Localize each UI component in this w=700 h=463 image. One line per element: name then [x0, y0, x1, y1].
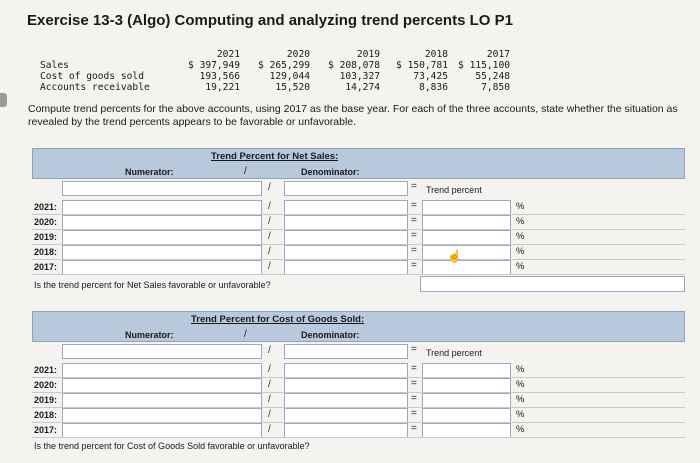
denominator-label: Denominator: — [301, 330, 360, 340]
trend-percent-input[interactable] — [422, 408, 511, 423]
given-value: $ 208,078 — [328, 60, 380, 71]
numerator-input[interactable] — [62, 363, 262, 378]
given-value: $ 150,781 — [396, 60, 448, 71]
denominator-input[interactable] — [284, 363, 408, 378]
trend-percent-label: Trend percent — [426, 348, 482, 358]
numerator-input[interactable] — [62, 245, 262, 260]
numerator-input[interactable] — [62, 200, 262, 215]
given-value: $ 397,949 — [188, 60, 240, 71]
given-value: 55,248 — [475, 71, 510, 82]
equals-symbol: = — [411, 230, 417, 241]
given-value: 8,836 — [419, 82, 448, 93]
percent-sign: % — [516, 424, 525, 435]
year-header: 2017 — [486, 49, 510, 60]
page-title: Exercise 13-3 (Algo) Computing and analyzing trend percents LO P1 — [27, 12, 513, 29]
denominator-input[interactable] — [284, 260, 408, 275]
slash-symbol: / — [268, 246, 271, 257]
percent-sign: % — [516, 409, 525, 420]
header-input-row — [32, 181, 685, 197]
percent-sign: % — [516, 379, 525, 390]
equals-symbol: = — [411, 408, 417, 419]
numerator-input[interactable] — [62, 423, 262, 438]
header-input-row — [32, 344, 685, 360]
row-year-label: 2021: — [34, 202, 58, 212]
numerator-input[interactable] — [62, 408, 262, 423]
denominator-label: Denominator: — [301, 167, 360, 177]
row-year-label: 2017: — [34, 425, 58, 435]
trend-percent-input[interactable] — [422, 393, 511, 408]
year-column-2017 — [458, 49, 510, 93]
numerator-input[interactable] — [62, 393, 262, 408]
percent-sign: % — [516, 394, 525, 405]
slash-symbol: / — [268, 261, 271, 272]
instructions-text: Compute trend percents for the above accounts, using 2017 as the base year. For each of the three accounts, state whether the situation as revealed by the trend percents appears to be favorable or unfavorable. — [28, 103, 678, 128]
equals-symbol: = — [411, 344, 417, 355]
row-year-label: 2018: — [34, 410, 58, 420]
trend-percent-input[interactable] — [422, 215, 511, 230]
side-marker — [0, 93, 7, 107]
numerator-input[interactable] — [62, 215, 262, 230]
equals-symbol: = — [411, 363, 417, 374]
slash-symbol: / — [268, 345, 271, 356]
equals-symbol: = — [411, 215, 417, 226]
row-year-label: 2019: — [34, 395, 58, 405]
given-value: 14,274 — [345, 82, 380, 93]
given-value: 73,425 — [413, 71, 448, 82]
trend-percent-input[interactable] — [422, 378, 511, 393]
section-title: Trend Percent for Cost of Goods Sold: — [191, 314, 365, 325]
slash-symbol: / — [268, 201, 271, 212]
numerator-header-input[interactable] — [62, 181, 262, 196]
given-value: 193,566 — [199, 71, 240, 82]
trend-percent-input[interactable] — [422, 245, 511, 260]
row-year-label: 2019: — [34, 232, 58, 242]
favorability-question: Is the trend percent for Cost of Goods Sold favorable or unfavorable? — [34, 441, 310, 451]
slash-symbol: / — [268, 379, 271, 390]
numerator-label: Numerator: — [125, 330, 174, 340]
row-year-label: 2021: — [34, 365, 58, 375]
denominator-input[interactable] — [284, 378, 408, 393]
denominator-header-input[interactable] — [284, 181, 408, 196]
given-row-labels — [40, 60, 150, 93]
section-title: Trend Percent for Net Sales: — [211, 151, 339, 162]
year-header: 2019 — [356, 49, 380, 60]
denominator-input[interactable] — [284, 245, 408, 260]
denominator-header-input[interactable] — [284, 344, 408, 359]
given-value: $ 115,100 — [458, 60, 510, 71]
denominator-input[interactable] — [284, 408, 408, 423]
hand-pointer-icon: ☝ — [447, 249, 462, 263]
row-divider — [32, 437, 685, 438]
year-header: 2020 — [286, 49, 310, 60]
table-header — [32, 148, 685, 179]
slash-symbol: / — [268, 364, 271, 375]
numerator-input[interactable] — [62, 378, 262, 393]
given-value: 103,327 — [339, 71, 380, 82]
equals-symbol: = — [411, 260, 417, 271]
table-header — [32, 311, 685, 342]
row-year-label: 2018: — [34, 247, 58, 257]
given-label-sales: Sales — [40, 60, 69, 71]
year-column-2018 — [396, 49, 448, 93]
numerator-header-input[interactable] — [62, 344, 262, 359]
row-divider — [32, 274, 685, 275]
trend-percent-input[interactable] — [422, 423, 511, 438]
equals-symbol: = — [411, 181, 417, 192]
trend-percent-label: Trend percent — [426, 185, 482, 195]
slash-symbol: / — [268, 216, 271, 227]
given-value: $ 265,299 — [258, 60, 310, 71]
given-value: 129,044 — [269, 71, 310, 82]
year-header: 2021 — [216, 49, 240, 60]
row-year-label: 2020: — [34, 217, 58, 227]
slash-symbol: / — [268, 424, 271, 435]
percent-sign: % — [516, 261, 525, 272]
equals-symbol: = — [411, 393, 417, 404]
numerator-input[interactable] — [62, 230, 262, 245]
favorability-select[interactable] — [420, 276, 685, 292]
percent-sign: % — [516, 364, 525, 375]
denominator-input[interactable] — [284, 230, 408, 245]
header-slash: / — [244, 166, 247, 177]
year-column-2021 — [188, 49, 240, 93]
given-value: 19,221 — [205, 82, 240, 93]
equals-symbol: = — [411, 423, 417, 434]
numerator-input[interactable] — [62, 260, 262, 275]
denominator-input[interactable] — [284, 423, 408, 438]
header-slash: / — [244, 329, 247, 340]
year-header: 2018 — [424, 49, 448, 60]
year-column-2019 — [328, 49, 380, 93]
percent-sign: % — [516, 231, 525, 242]
trend-percent-input[interactable] — [422, 260, 511, 275]
row-year-label: 2020: — [34, 380, 58, 390]
given-value: 15,520 — [275, 82, 310, 93]
given-label-cogs: Cost of goods sold — [40, 71, 144, 82]
denominator-input[interactable] — [284, 393, 408, 408]
equals-symbol: = — [411, 200, 417, 211]
given-value: 7,850 — [481, 82, 510, 93]
trend-percent-input[interactable] — [422, 200, 511, 215]
trend-percent-input[interactable] — [422, 363, 511, 378]
percent-sign: % — [516, 201, 525, 212]
numerator-label: Numerator: — [125, 167, 174, 177]
slash-symbol: / — [268, 231, 271, 242]
trend-percent-input[interactable] — [422, 230, 511, 245]
favorability-question: Is the trend percent for Net Sales favorable or unfavorable? — [34, 280, 271, 290]
percent-sign: % — [516, 246, 525, 257]
year-column-2020 — [258, 49, 310, 93]
row-year-label: 2017: — [34, 262, 58, 272]
slash-symbol: / — [268, 182, 271, 193]
denominator-input[interactable] — [284, 215, 408, 230]
equals-symbol: = — [411, 245, 417, 256]
slash-symbol: / — [268, 394, 271, 405]
equals-symbol: = — [411, 378, 417, 389]
slash-symbol: / — [268, 409, 271, 420]
denominator-input[interactable] — [284, 200, 408, 215]
percent-sign: % — [516, 216, 525, 227]
given-label-ar: Accounts receivable — [40, 82, 150, 93]
